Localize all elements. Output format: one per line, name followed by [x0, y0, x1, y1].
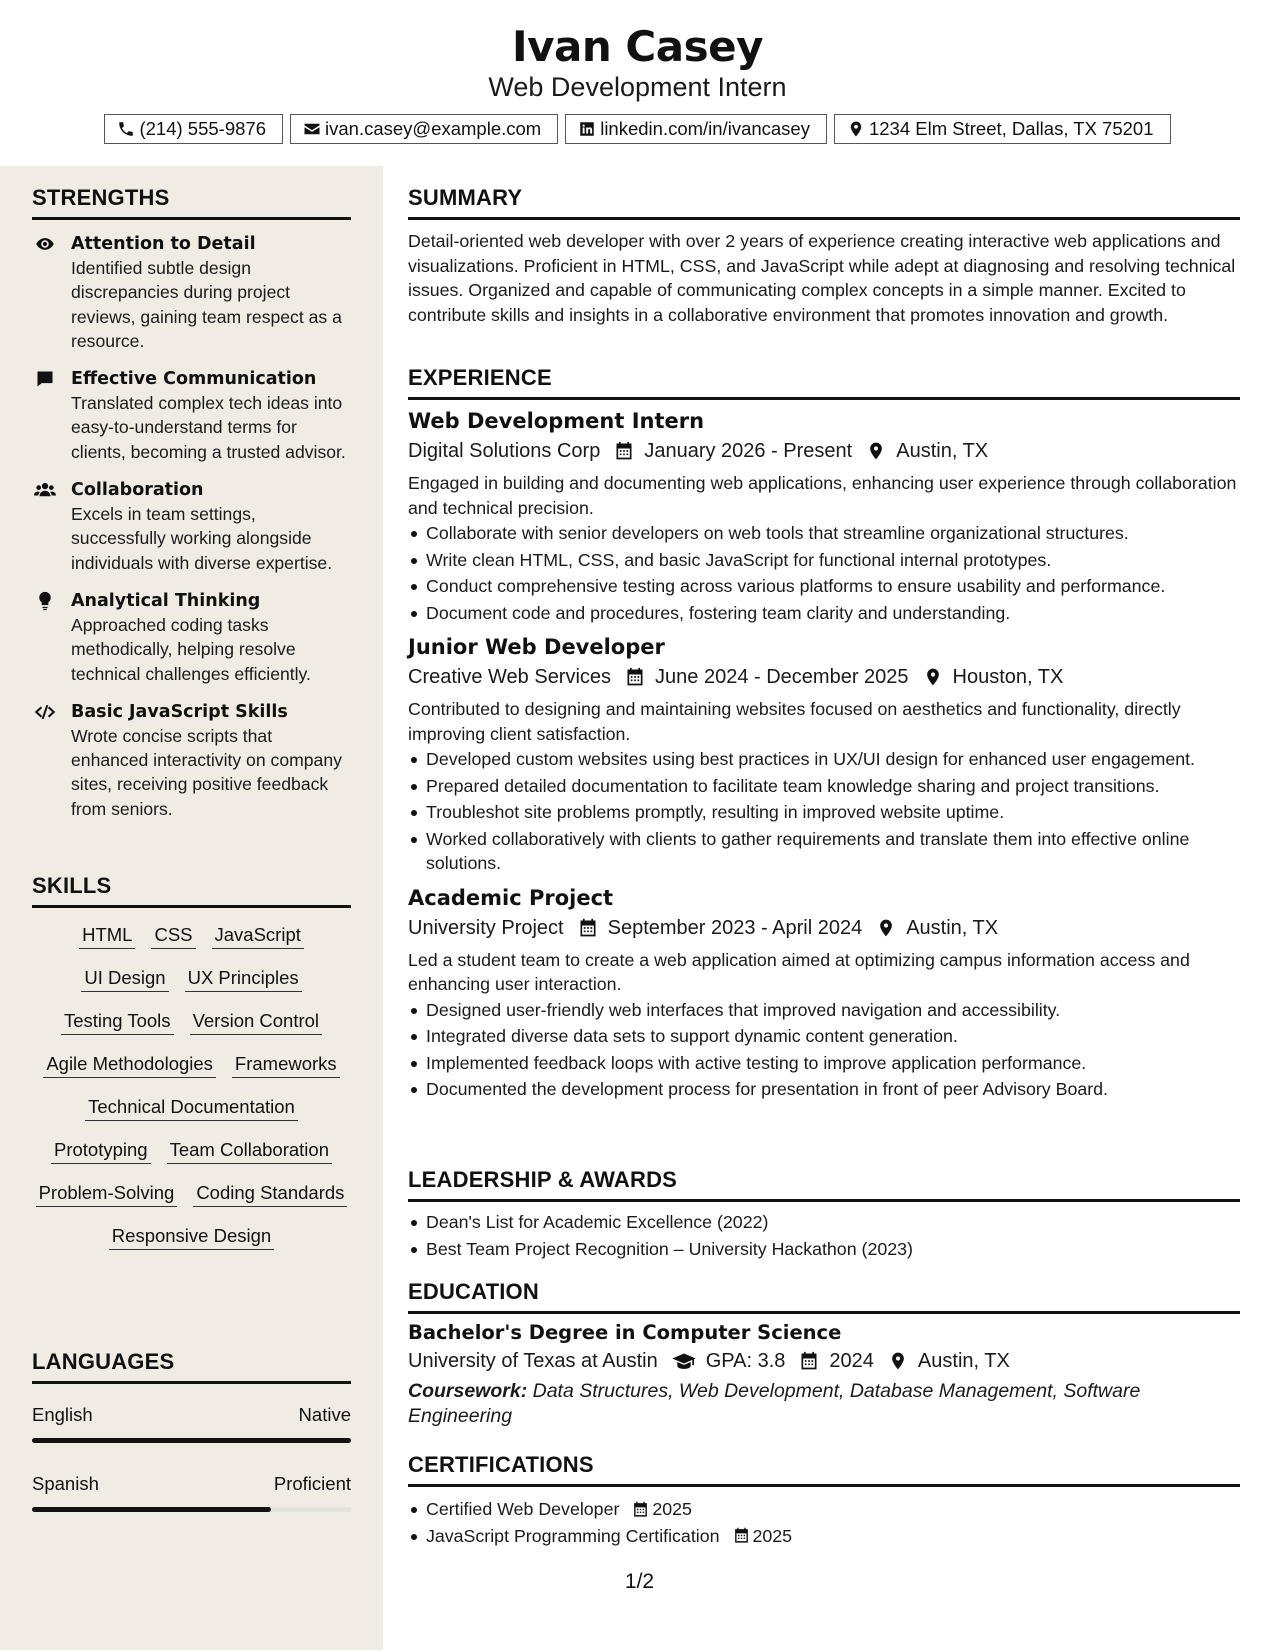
section-title: SUMMARY	[408, 185, 523, 210]
skill-tag: Team Collaboration	[167, 1137, 332, 1164]
language-bar-fill	[32, 1438, 351, 1443]
language-bar	[32, 1438, 351, 1443]
calendar-icon	[578, 918, 598, 938]
job-title: Academic Project	[408, 885, 614, 910]
calendar-icon	[799, 1351, 819, 1371]
job-bullets	[408, 747, 1240, 876]
strength-item	[32, 232, 351, 353]
section-title: EXPERIENCE	[408, 365, 552, 390]
skill-tag: JavaScript	[212, 922, 304, 949]
skill-tag: UI Design	[81, 965, 168, 992]
coursework	[408, 1379, 1240, 1428]
strength-title: Attention to Detail	[71, 234, 256, 254]
skill-tag: Prototyping	[51, 1137, 151, 1164]
job-company: University Project	[408, 916, 564, 939]
job-bullets	[408, 998, 1240, 1102]
map-pin-icon	[866, 441, 886, 461]
section-divider	[408, 1484, 1240, 1487]
section-title: EDUCATION	[408, 1279, 539, 1304]
language-level: Native	[298, 1404, 351, 1425]
language-item	[32, 1404, 351, 1443]
language-bar	[32, 1507, 351, 1512]
contact-linkedin[interactable]	[565, 114, 827, 144]
eye-icon	[34, 234, 56, 254]
job-entry	[408, 407, 1240, 625]
languages-section	[32, 1349, 351, 1512]
calendar-icon	[614, 441, 634, 461]
certifications-section	[408, 1452, 1240, 1550]
section-divider	[408, 217, 1240, 220]
linkedin-icon	[578, 120, 596, 138]
strengths-section	[32, 185, 351, 821]
cert-year: 2025	[752, 1525, 793, 1546]
job-bullet: Worked collaboratively with clients to gather requirements and translate them into effective online solutions.	[408, 827, 1240, 876]
job-dates: January 2026 - Present	[644, 440, 853, 462]
language-item	[32, 1473, 351, 1512]
cert-item	[408, 1524, 1240, 1549]
job-company: Digital Solutions Corp	[408, 440, 601, 462]
strength-desc: Translated complex tech ideas into easy-to-understand terms for clients, becoming a trusted advisor.	[71, 393, 346, 462]
section-title: STRENGTHS	[32, 185, 170, 210]
skill-tag: Agile Methodologies	[43, 1051, 216, 1078]
section-divider	[408, 397, 1240, 400]
calendar-icon	[632, 1501, 649, 1518]
job-bullet: Document code and procedures, fostering team clarity and understanding.	[408, 601, 1240, 626]
skill-tag: Responsive Design	[109, 1223, 274, 1250]
contact-linkedin-text: linkedin.com/in/ivancasey	[600, 118, 810, 139]
award-item: Dean's List for Academic Excellence (2022)	[408, 1210, 1240, 1235]
strength-desc: Excels in team settings, successfully working alongside individuals with diverse expertise.	[71, 504, 333, 573]
job-title: Junior Web Developer	[408, 635, 665, 659]
phone-icon	[117, 120, 135, 138]
strength-title: Collaboration	[71, 480, 204, 501]
cert-name: JavaScript Programming Certification	[426, 1525, 720, 1546]
strength-title: Effective Communication	[71, 369, 317, 390]
job-title: Web Development Intern	[408, 409, 705, 433]
comment-icon	[34, 369, 56, 389]
graduation-year: 2024	[829, 1350, 874, 1372]
job-location: Austin, TX	[906, 916, 999, 939]
section-title: SKILLS	[32, 873, 112, 898]
job-bullet: Designed user-friendly web interfaces that improved navigation and accessibility.	[408, 998, 1240, 1023]
strength-desc: Identified subtle design discrepancies during project reviews, gaining team respect as a resource.	[71, 258, 342, 351]
section-title: LEADERSHIP & AWARDS	[408, 1167, 678, 1192]
job-company: Creative Web Services	[408, 666, 612, 688]
skill-tag: HTML	[79, 922, 135, 949]
summary-section	[408, 185, 1240, 327]
job-dates: September 2023 - April 2024	[607, 916, 863, 939]
contact-phone[interactable]	[104, 114, 283, 144]
coursework-list: Data Structures, Web Development, Database Management, Software Engineering	[408, 1380, 1141, 1427]
job-bullet: Write clean HTML, CSS, and basic JavaScript for functional internal prototypes.	[408, 548, 1240, 573]
section-divider	[32, 217, 351, 220]
cert-item	[408, 1497, 1240, 1522]
skill-tag: Version Control	[190, 1008, 322, 1035]
skill-tag: Testing Tools	[61, 1008, 174, 1035]
envelope-icon	[303, 120, 321, 138]
calendar-icon	[733, 1527, 750, 1544]
candidate-name: Ivan Casey	[512, 22, 763, 71]
language-name: Spanish	[32, 1473, 99, 1494]
section-divider	[408, 1199, 1240, 1202]
job-bullet: Prepared detailed documentation to facilitate team knowledge sharing and project transitions.	[408, 774, 1240, 799]
job-bullet: Developed custom websites using best practices in UX/UI design for enhanced user engagement.	[408, 747, 1240, 772]
job-desc: Contributed to designing and maintaining websites focused on aesthetics and functionality, directly improving client satisfaction.	[408, 699, 1181, 744]
certifications-list	[408, 1497, 1240, 1548]
cert-year: 2025	[652, 1499, 692, 1519]
language-level: Proficient	[273, 1473, 351, 1494]
job-desc: Led a student team to create a web application aimed at optimizing campus information access and enhancing user interaction.	[408, 949, 1190, 994]
award-item: Best Team Project Recognition – University Hackathon (2023)	[408, 1237, 1240, 1262]
language-bar-fill	[32, 1507, 271, 1512]
strength-title: Analytical Thinking	[71, 590, 261, 611]
strength-item	[32, 700, 351, 821]
strength-title: Basic JavaScript Skills	[71, 701, 288, 722]
code-icon	[34, 702, 56, 722]
job-bullet: Conduct comprehensive testing across various platforms to ensure usability and performance.	[408, 574, 1240, 599]
page-number	[0, 1570, 1275, 1594]
section-divider	[408, 1311, 1240, 1314]
map-pin-icon	[847, 120, 865, 138]
sidebar	[0, 166, 383, 1650]
leadership-section	[408, 1167, 1240, 1263]
school-location: Austin, TX	[917, 1350, 1010, 1372]
job-dates: June 2024 - December 2025	[655, 666, 909, 688]
map-pin-icon	[888, 1351, 908, 1371]
job-bullet: Documented the development process for presentation in front of peer Advisory Board.	[408, 1077, 1240, 1102]
section-title: CERTIFICATIONS	[408, 1452, 594, 1477]
job-bullet: Implemented feedback loops with active testing to improve application performance.	[408, 1051, 1240, 1076]
education-section	[408, 1279, 1240, 1428]
skill-tag: UX Principles	[185, 965, 302, 992]
map-pin-icon	[876, 918, 896, 938]
job-desc: Engaged in building and documenting web applications, enhancing user experience through collaboration and technical precision.	[408, 473, 1237, 518]
skill-tag: Problem-Solving	[36, 1180, 178, 1207]
coursework-label: Coursework:	[408, 1380, 528, 1402]
contact-bar	[0, 114, 1275, 144]
graduation-cap-icon	[672, 1351, 696, 1371]
candidate-role: Web Development Intern	[488, 72, 787, 102]
contact-email-text: ivan.casey@example.com	[325, 118, 542, 139]
resume-header	[0, 0, 1275, 166]
map-pin-icon	[923, 667, 943, 687]
experience-section	[408, 365, 1240, 1104]
job-bullet: Integrated diverse data sets to support dynamic content generation.	[408, 1024, 1240, 1049]
contact-address-text: 1234 Elm Street, Dallas, TX 75201	[868, 118, 1154, 139]
job-location: Houston, TX	[952, 666, 1064, 688]
contact-phone-text: (214) 555-9876	[139, 118, 266, 139]
skill-tag: Frameworks	[232, 1051, 340, 1078]
skill-tag: Coding Standards	[193, 1180, 347, 1207]
skills-section	[32, 873, 351, 1250]
strength-desc: Wrote concise scripts that enhanced interactivity on company sites, receiving positive feedback from seniors.	[71, 725, 342, 819]
skill-tag: Technical Documentation	[85, 1094, 298, 1121]
job-bullet: Collaborate with senior developers on web tools that streamline organizational structures.	[408, 521, 1240, 546]
job-bullets	[408, 521, 1240, 625]
job-entry	[408, 884, 1240, 1102]
degree-title: Bachelor's Degree in Computer Science	[408, 1321, 842, 1344]
calendar-icon	[625, 667, 645, 687]
gpa: GPA: 3.8	[705, 1350, 786, 1372]
strength-item	[32, 478, 351, 575]
section-title: LANGUAGES	[32, 1349, 175, 1374]
leadership-list	[408, 1210, 1240, 1261]
strength-item	[32, 589, 351, 686]
contact-email[interactable]	[290, 114, 558, 144]
page-number-text: 1/2	[624, 1570, 655, 1593]
strength-desc: Approached coding tasks methodically, helping resolve technical challenges efficiently.	[71, 614, 311, 684]
contact-address[interactable]	[834, 114, 1171, 144]
users-icon	[34, 480, 56, 500]
school-name: University of Texas at Austin	[408, 1350, 658, 1372]
cert-name: Certified Web Developer	[426, 1499, 620, 1519]
skills-list	[32, 922, 351, 1250]
job-location: Austin, TX	[896, 440, 989, 462]
job-bullet: Troubleshot site problems promptly, resulting in improved website uptime.	[408, 800, 1240, 825]
section-divider	[32, 1381, 351, 1384]
strength-item	[32, 367, 351, 464]
summary-text: Detail-oriented web developer with over 2 years of experience creating interactive web applications and visualizations. Proficient in HTML, CSS, and JavaScript while adept at diagnosing and resolving technical issues. Organized and capable of communicating complex concepts in a simple manner. Excited to contribute skills and insights in a collaborative environment that promotes innovation and growth.	[408, 231, 1236, 325]
lightbulb-icon	[34, 591, 56, 611]
language-name: English	[32, 1404, 93, 1425]
job-entry	[408, 633, 1240, 876]
skill-tag: CSS	[151, 922, 195, 949]
section-divider	[32, 905, 351, 908]
